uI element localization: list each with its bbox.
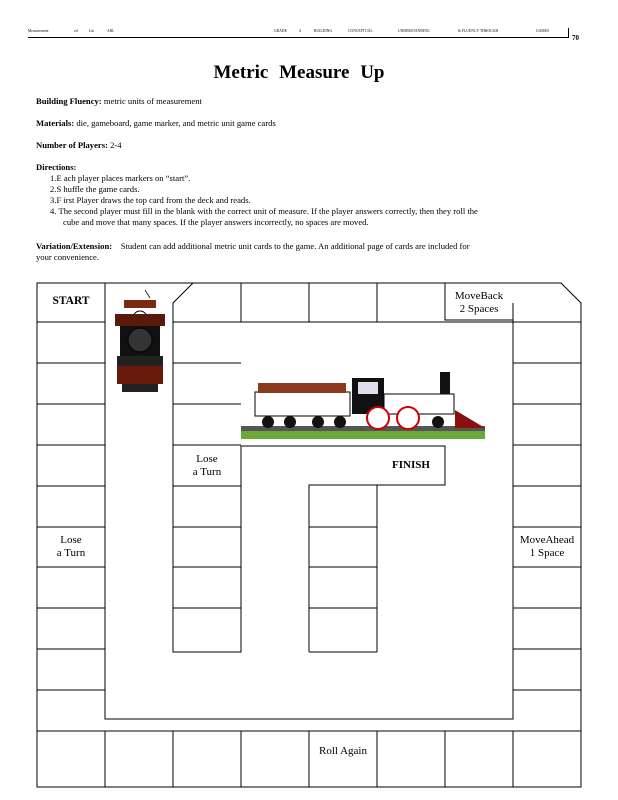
move-back-space [445, 290, 513, 316]
finish-space: FINISH [392, 459, 430, 471]
start-space: START [52, 295, 90, 307]
building-fluency-value: metric units of measurement [103, 96, 202, 106]
large-train-icon [241, 372, 485, 439]
header-item: 4 [299, 29, 301, 33]
roll-again-space: Roll Again [319, 745, 367, 757]
header-item: ed [74, 29, 78, 33]
players-label: Number of Players: [36, 140, 108, 150]
direction-item: 2.S huffle the game cards. [50, 184, 140, 194]
header-item: CONCEPTUAL [348, 29, 373, 33]
header-item: UNDERSTANDING [398, 29, 430, 33]
lose-turn-inner-line-1: Lose [196, 453, 218, 465]
header-item: GAMES [536, 29, 550, 33]
move-ahead-line-2: 1 Space [529, 547, 565, 559]
lose-turn-inner-space [173, 453, 241, 479]
move-ahead-line-1: MoveAhead [519, 534, 575, 546]
lose-turn-left-line-2: a Turn [56, 547, 86, 559]
directions-label: Directions: [36, 162, 77, 172]
header-item: ARL [107, 29, 115, 33]
variation-value-2: your convenience. [36, 252, 99, 262]
variation-label: Variation/Extension: [36, 241, 113, 251]
header-item: BUILDING [314, 29, 333, 33]
direction-item: 1.E ach player places markers on “start”. [50, 173, 191, 183]
building-fluency-label: Building Fluency: [36, 96, 102, 106]
direction-item: 3.F irst Player draws the top card from the deck and reads. [50, 195, 251, 205]
header-item: Measurement [28, 29, 49, 33]
move-ahead-space [513, 534, 581, 560]
header-item: & FLUENCY THROUGH [458, 29, 499, 33]
players-value: 2-4 [110, 140, 122, 150]
materials-value: die, gameboard, game marker, and metric unit game cards [76, 118, 276, 128]
small-train-icon [115, 290, 165, 392]
move-back-line-1: MoveBack [454, 290, 504, 302]
header-item: Lin [89, 29, 95, 33]
direction-item: 4. The second player must fill in the blank with the correct unit of measure. If the player answers correctly, then they roll the [50, 206, 478, 216]
lose-turn-left-line-1: Lose [60, 534, 82, 546]
direction-item-continuation: cube and move that many spaces. If the player answers incorrectly, no spaces are moved. [63, 217, 369, 227]
header-item: GRADE [274, 29, 287, 33]
move-back-line-2: 2 Spaces [459, 303, 499, 315]
lose-turn-inner-line-2: a Turn [192, 466, 222, 478]
page-title: Metric Measure Up [213, 62, 385, 83]
page-number: 70 [572, 34, 579, 42]
variation-value: Student can add additional metric unit cards to the game. An additional page of cards are included for [120, 241, 470, 251]
lose-turn-left-space [37, 534, 105, 560]
materials-label: Materials: [36, 118, 75, 128]
